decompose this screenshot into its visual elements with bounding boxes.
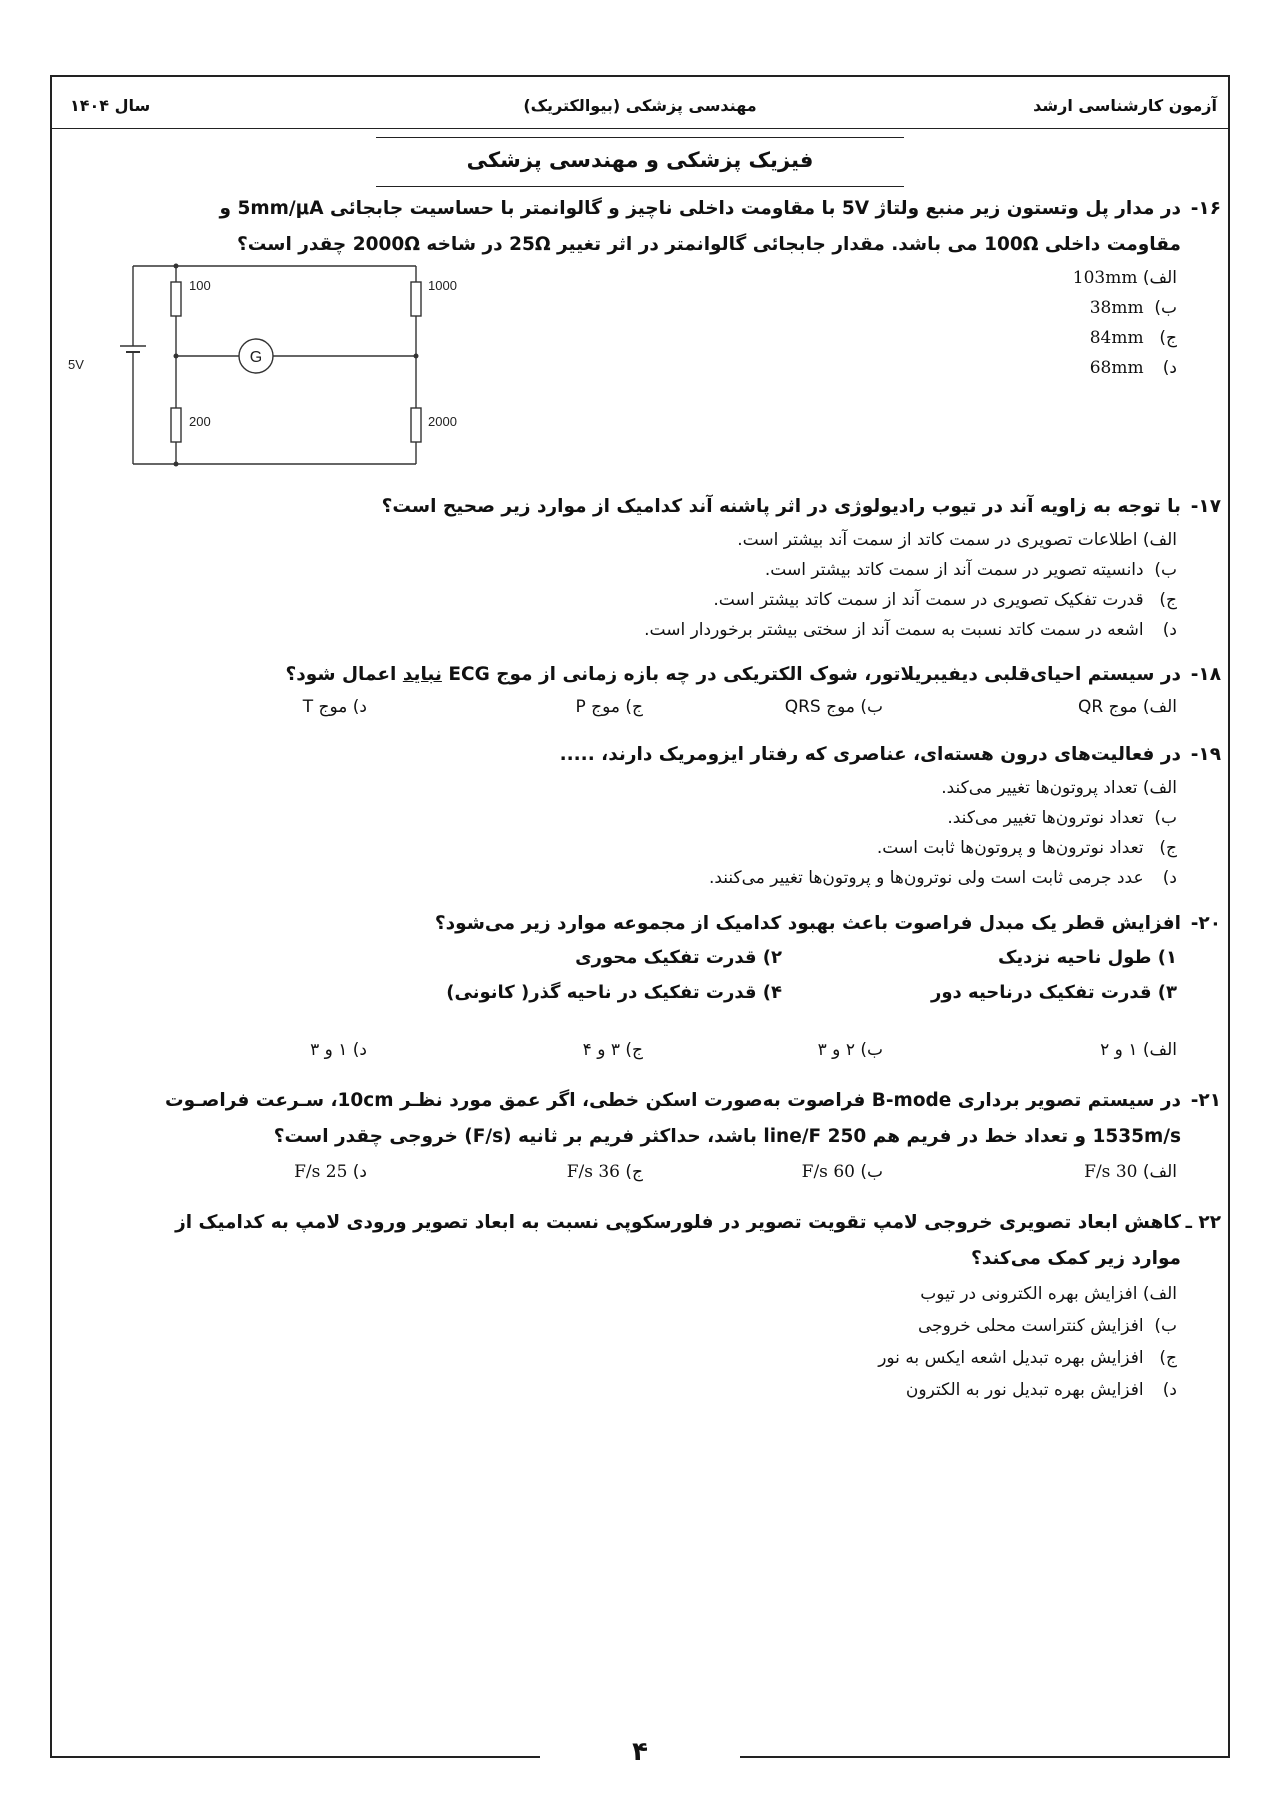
q18-option-a-text: موج QR [1077, 697, 1138, 717]
q16-option-b-text: 38mm [1089, 298, 1144, 318]
q18-option-c [575, 697, 643, 717]
q16-text-1: در مدار پل وتستون زیر منبع ولتاژ 5V با مقاومت داخلی ناچیز و گالوانمتر با حساسیت جابجائی 5mm/μA و [219, 198, 1181, 219]
q20-number: ۲۰- [1190, 913, 1221, 934]
q17-number: ۱۷- [1190, 496, 1221, 517]
q16-option-d-text: 68mm [1089, 358, 1144, 378]
q20-item-4: ۴) قدرت تفکیک در ناحیه گذر( کانونی) [446, 982, 782, 1003]
q22-option-b-label: ب) [1154, 1316, 1177, 1336]
q18-option-d-label: د) [352, 697, 367, 717]
q17-option-b-text: دانسیته تصویر در سمت آند از سمت کاتد بیشتر است. [764, 560, 1144, 580]
q19-option-d-label: د) [1162, 868, 1177, 888]
resistor-200 [171, 408, 181, 442]
q20-option-d [310, 1040, 367, 1060]
q16-option-a [1073, 268, 1177, 288]
q18-text-emphasis: نباید [402, 664, 442, 685]
q22-option-a-label: الف) [1142, 1284, 1177, 1304]
q20-option-d-label: د) [352, 1040, 367, 1060]
q20-item-1: ۱) طول ناحیه نزدیک [997, 947, 1177, 968]
q21-option-a [1084, 1162, 1177, 1182]
q19-option-c-text: تعداد نوترون‌ها و پروتون‌ها ثابت است. [876, 838, 1144, 858]
q16-option-b-label: ب) [1154, 298, 1177, 318]
q20-option-a-text: ۱ و ۲ [1100, 1040, 1138, 1060]
q18-option-c-label: ج) [625, 697, 643, 717]
field-title: مهندسی پزشکی (بیوالکتریک) [523, 96, 757, 115]
q21-option-b-label: ب) [860, 1162, 883, 1182]
q17-option-a [737, 530, 1177, 550]
q21-option-d-label: د) [352, 1162, 367, 1182]
q19-text: در فعالیت‌های درون هسته‌ای، عناصری که رفتار ایزومریک دارند، ..... [559, 744, 1181, 765]
q19-line [560, 744, 1221, 765]
q16-line2: مقاومت داخلی 100Ω می باشد. مقدار جابجائی گالوانمتر در اثر تغییر 25Ω در شاخه 2000Ω چقدر است؟ [236, 234, 1181, 255]
q19-option-d [709, 868, 1177, 888]
q21-line2: 1535m/s و تعداد خط در فریم هم 250 line/F باشد، حداکثر فریم بر ثانیه (F/s) خروجی چقدر است؟ [273, 1126, 1181, 1147]
q18-option-d-text: موج T [302, 697, 348, 717]
q22-line2: موارد زیر کمک می‌کند؟ [971, 1248, 1181, 1269]
q20-item-3: ۳) قدرت تفکیک درناحیه دور [930, 982, 1177, 1003]
r2-label: 1000 [428, 278, 457, 293]
wheatstone-bridge-circuit [58, 258, 478, 478]
q16-option-a-label: الف) [1142, 268, 1177, 288]
q17-line [382, 496, 1221, 517]
q21-option-a-text: 30 F/s [1084, 1162, 1138, 1182]
q20-option-a-label: الف) [1142, 1040, 1177, 1060]
q21-option-c [567, 1162, 643, 1182]
q18-option-c-text: موج P [575, 697, 620, 717]
q22-option-d-text: افزایش بهره تبدیل نور به الکترون [905, 1380, 1144, 1400]
q17-option-c-label: ج) [1159, 590, 1177, 610]
q17-option-b-label: ب) [1154, 560, 1177, 580]
q22-number: ۲۲ ـ [1185, 1212, 1221, 1233]
resistor-2000 [411, 408, 421, 442]
q19-option-d-text: عدد جرمی ثابت است ولی نوترون‌ها و پروتون‌ها تغییر می‌کنند. [708, 868, 1144, 888]
q16-line1 [220, 198, 1222, 219]
q21-option-d-text: 25 F/s [294, 1162, 348, 1182]
header-divider [52, 128, 1228, 129]
q20-item-2: ۲) قدرت تفکیک محوری [575, 947, 782, 968]
q21-option-b [802, 1162, 883, 1182]
q22-text-1: کاهش ابعاد تصویری خروجی لامپ تقویت تصویر در فلورسکوپی نسبت به ابعاد تصویر ورودی لامپ به کدامیک از [175, 1212, 1181, 1233]
q21-option-d [294, 1162, 367, 1182]
q20-option-b-label: ب) [860, 1040, 883, 1060]
q22-option-d-label: د) [1162, 1380, 1177, 1400]
q21-line1 [165, 1090, 1221, 1111]
q22-line1 [175, 1212, 1221, 1233]
q16-option-d [1090, 358, 1177, 378]
subject-title: فیزیک پزشکی و مهندسی پزشکی [376, 137, 904, 187]
q19-option-c-label: ج) [1159, 838, 1177, 858]
q18-option-a-label: الف) [1142, 697, 1177, 717]
q18-text-a: در سیستم احیای‌قلبی دیفیبریلاتور، شوک الکتریکی در چه بازه زمانی از موج ECG [448, 664, 1181, 685]
q21-option-a-label: الف) [1142, 1162, 1177, 1182]
q16-number: ۱۶- [1190, 198, 1221, 219]
q17-option-d-label: د) [1162, 620, 1177, 640]
q18-number: ۱۸- [1190, 664, 1221, 685]
q20-option-c-label: ج) [625, 1040, 643, 1060]
galvanometer-label: G [249, 349, 263, 366]
q18-option-a [1078, 697, 1177, 717]
q19-option-b-label: ب) [1154, 808, 1177, 828]
q22-option-b-text: افزایش کنتراست محلی خروجی [917, 1316, 1144, 1336]
q16-option-b [1090, 298, 1177, 318]
q17-option-c [713, 590, 1177, 610]
q17-option-a-text: اطلاعات تصویری در سمت کاتد از سمت آند بیشتر است. [737, 530, 1138, 550]
r4-label: 2000 [428, 414, 457, 429]
q20-option-a [1100, 1040, 1177, 1060]
q22-option-a [920, 1284, 1177, 1304]
q16-option-c [1090, 328, 1177, 348]
q21-option-c-label: ج) [625, 1162, 643, 1182]
q21-number: ۲۱- [1190, 1090, 1221, 1111]
q20-option-d-text: ۱ و ۳ [310, 1040, 348, 1060]
q18-line [286, 664, 1221, 685]
q22-option-d [906, 1380, 1177, 1400]
q19-option-c [877, 838, 1177, 858]
q16-option-a-text: 103mm [1072, 268, 1138, 288]
q22-option-c [878, 1348, 1177, 1368]
q17-option-b [765, 560, 1177, 580]
q18-option-b [785, 697, 883, 717]
q18-text-b: اعمال شود؟ [285, 664, 397, 685]
q21-text-1: در سیستم تصویر برداری B-mode فراصوت به‌صورت اسکن خطی، اگر عمق مورد نظـر 10cm، سـرعت فراصـوت [165, 1090, 1181, 1111]
q16-option-c-label: ج) [1159, 328, 1177, 348]
q21-option-c-text: 36 F/s [566, 1162, 620, 1182]
exam-year: سال ۱۴۰۴ [70, 96, 151, 115]
resistor-100 [171, 282, 181, 316]
q19-option-a [941, 778, 1177, 798]
q20-option-c [583, 1040, 643, 1060]
q22-option-c-text: افزایش بهره تبدیل اشعه ایکس به نور [878, 1348, 1144, 1368]
q18-option-b-text: موج QRS [784, 697, 855, 717]
q19-number: ۱۹- [1190, 744, 1221, 765]
q17-option-c-text: قدرت تفکیک تصویری در سمت آند از سمت کاتد بیشتر است. [713, 590, 1144, 610]
q17-option-d [644, 620, 1177, 640]
r1-label: 100 [189, 278, 211, 293]
q22-option-a-text: افزایش بهره الکترونی در تیوب [920, 1284, 1138, 1304]
q22-option-b [918, 1316, 1177, 1336]
r3-label: 200 [189, 414, 211, 429]
q20-option-c-text: ۳ و ۴ [582, 1040, 620, 1060]
q20-line [435, 913, 1221, 934]
source-label: 5V [68, 357, 84, 372]
q20-text: افزایش قطر یک مبدل فراصوت باعث بهبود کدامیک از مجموعه موارد زیر می‌شود؟ [434, 913, 1181, 934]
q19-option-a-text: تعداد پروتون‌ها تغییر می‌کند. [941, 778, 1138, 798]
q22-option-c-label: ج) [1159, 1348, 1177, 1368]
q17-text: با توجه به زاویه آند در تیوب رادیولوژی در اثر پاشنه آند کدامیک از موارد زیر صحیح است؟ [381, 496, 1181, 517]
q21-option-b-text: 60 F/s [801, 1162, 855, 1182]
exam-title: آزمون کارشناسی ارشد [1033, 96, 1217, 115]
q18-option-d [303, 697, 367, 717]
q19-option-b [947, 808, 1177, 828]
q20-option-b [818, 1040, 883, 1060]
q19-option-a-label: الف) [1142, 778, 1177, 798]
q18-option-b-label: ب) [860, 697, 883, 717]
q20-option-b-text: ۲ و ۳ [817, 1040, 855, 1060]
q19-option-b-text: تعداد نوترون‌ها تغییر می‌کند. [947, 808, 1144, 828]
q16-option-d-label: د) [1162, 358, 1177, 378]
resistor-1000 [411, 282, 421, 316]
q17-option-d-text: اشعه در سمت کاتد نسبت به سمت آند از سختی بیشتر برخوردار است. [644, 620, 1144, 640]
page-number: ۴ [540, 1737, 740, 1777]
q17-option-a-label: الف) [1142, 530, 1177, 550]
q16-option-c-text: 84mm [1089, 328, 1144, 348]
